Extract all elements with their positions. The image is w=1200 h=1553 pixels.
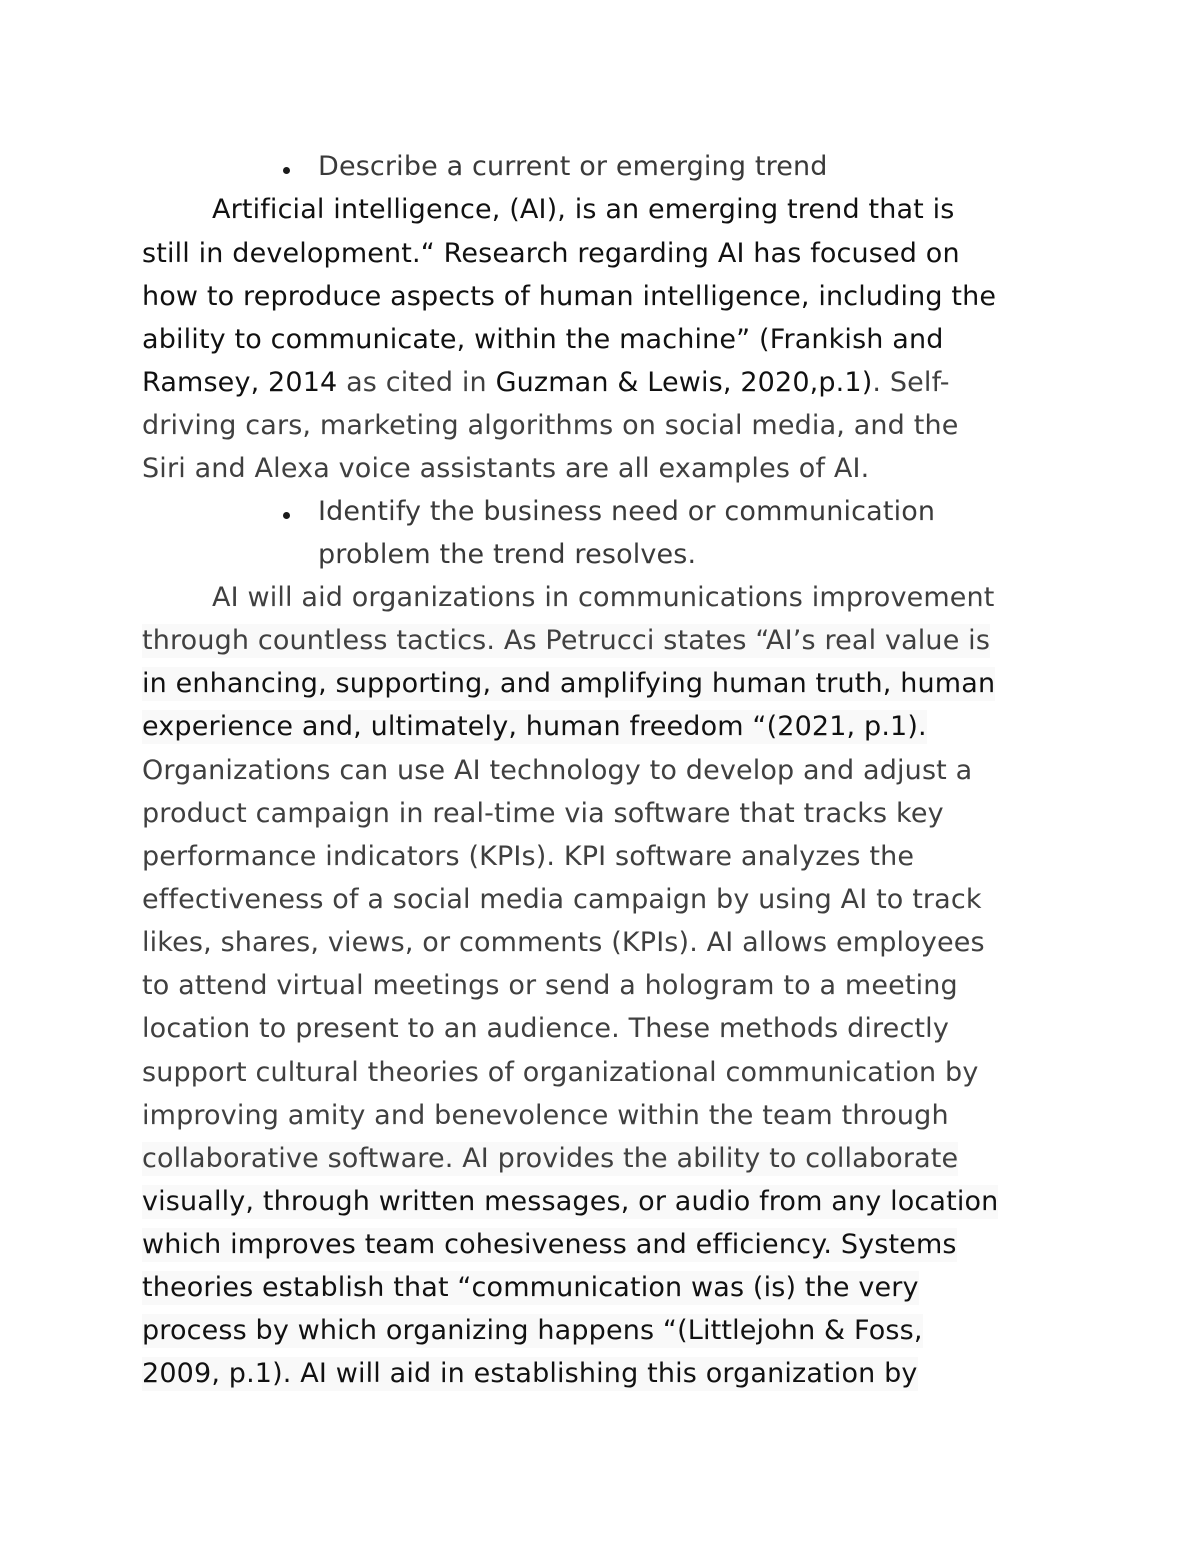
bullet-marker bbox=[283, 512, 290, 519]
paragraph-line: still in development.“ Research regarding AI has focused on bbox=[142, 238, 960, 269]
paragraph-line: through countless tactics. As Petrucci states “AI’s real value is bbox=[142, 625, 991, 656]
paragraph-line: performance indicators (KPIs). KPI software analyzes the bbox=[142, 841, 915, 872]
paragraph-line: improving amity and benevolence within the team through bbox=[142, 1100, 949, 1131]
paragraph-line: theories establish that “communication was (is) the very bbox=[142, 1272, 919, 1303]
paragraph-line: ability to communicate, within the machine” (Frankish and bbox=[142, 324, 944, 355]
paragraph-line bbox=[142, 366, 950, 400]
citation-text: Guzman & Lewis, 2020,p.1) bbox=[495, 367, 873, 398]
sentence-text: . Self- bbox=[872, 367, 950, 398]
paragraph-line: driving cars, marketing algorithms on social media, and the bbox=[142, 410, 959, 441]
paragraph-line: which improves team cohesiveness and efficiency. Systems bbox=[142, 1229, 957, 1260]
paragraph-line: in enhancing, supporting, and amplifying human truth, human bbox=[142, 668, 996, 699]
bullet-item-2-line-2: problem the trend resolves. bbox=[318, 539, 697, 570]
paragraph-line: AI will aid organizations in communications improvement bbox=[212, 582, 995, 613]
paragraph-line: experience and, ultimately, human freedom “(2021, p.1). bbox=[142, 711, 927, 742]
paragraph-line: visually, through written messages, or audio from any location bbox=[142, 1186, 999, 1217]
bullet-marker bbox=[283, 167, 290, 174]
paragraph-line: Siri and Alexa voice assistants are all examples of AI. bbox=[142, 453, 870, 484]
paragraph-line: location to present to an audience. These methods directly bbox=[142, 1013, 949, 1044]
paragraph-line: effectiveness of a social media campaign by using AI to track bbox=[142, 884, 982, 915]
paragraph-line: Organizations can use AI technology to develop and adjust a bbox=[142, 755, 973, 786]
bullet-item-1: Describe a current or emerging trend bbox=[318, 151, 828, 182]
paragraph-line: collaborative software. AI provides the ability to collaborate bbox=[142, 1143, 959, 1174]
paragraph-line: Artificial intelligence, (AI), is an emerging trend that is bbox=[212, 194, 955, 225]
bullet-item-2-line-1: Identify the business need or communication bbox=[318, 496, 936, 527]
paragraph-line: likes, shares, views, or comments (KPIs). AI allows employees bbox=[142, 927, 985, 958]
citation-connector: as cited in bbox=[337, 367, 496, 398]
paragraph-line: support cultural theories of organizational communication by bbox=[142, 1057, 979, 1088]
paragraph-line: process by which organizing happens “(Littlejohn & Foss, bbox=[142, 1315, 923, 1346]
paragraph-line: how to reproduce aspects of human intelligence, including the bbox=[142, 281, 997, 312]
paragraph-line: to attend virtual meetings or send a hologram to a meeting bbox=[142, 970, 958, 1001]
paragraph-line: 2009, p.1). AI will aid in establishing this organization by bbox=[142, 1358, 918, 1389]
paragraph-line: product campaign in real-time via software that tracks key bbox=[142, 798, 944, 829]
citation-text: Ramsey, 2014 bbox=[142, 367, 338, 398]
